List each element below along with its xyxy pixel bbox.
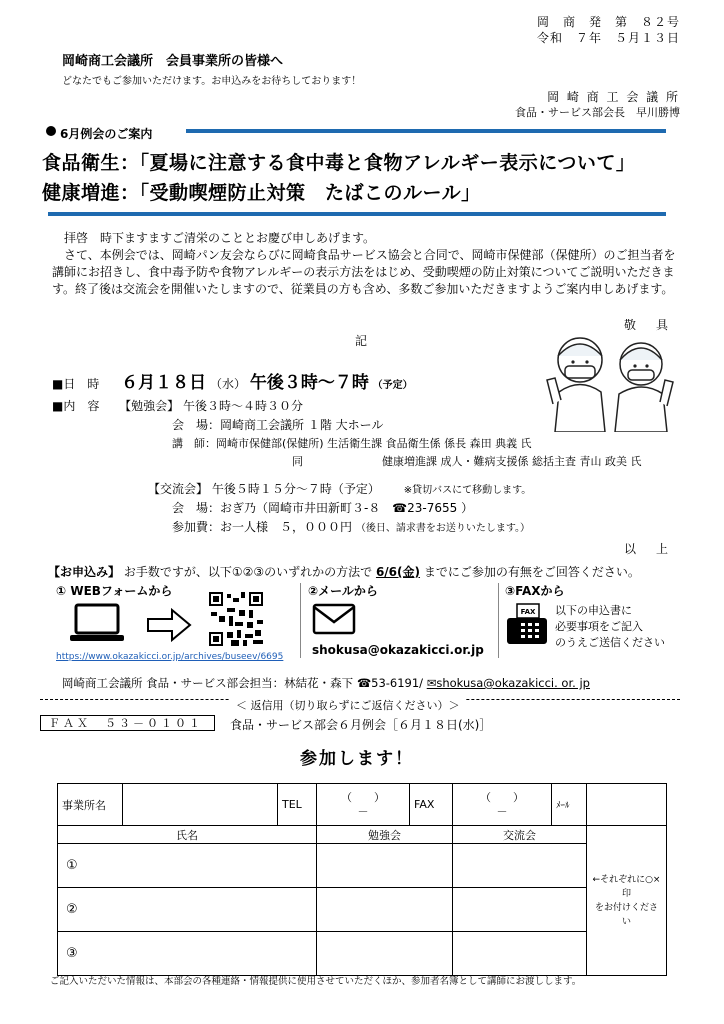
apply-instructions: [48, 563, 640, 580]
sender-org: 岡 崎 商 工 会 議 所: [547, 90, 680, 104]
end-mark: 以 上: [623, 542, 672, 556]
fax-paren: （ ）: [480, 790, 524, 804]
contact-line: [62, 675, 590, 691]
fee-note: （後日、請求書をお送りいたします。）: [355, 523, 531, 534]
privacy-note: ご記入いただいた情報は、本部会の各種連絡・情報提供に使用させていただくほか、参加者名簿として講師にお渡しします。: [50, 976, 582, 987]
apply-text2: までにご参加の有無をご回答ください。: [423, 565, 640, 579]
study-time: 午後３時～４時３０分: [183, 399, 304, 413]
time-note: （予定）: [372, 380, 413, 391]
study-label: 【勉強会】: [119, 399, 180, 413]
social-time: 午後５時１５分～７時（予定）: [211, 482, 380, 496]
fax-machine-icon: [505, 602, 549, 646]
headline-food: 食品衛生：「夏場に注意する食中毒と食物アレルギー表示について」: [42, 152, 636, 174]
business-field[interactable]: [123, 784, 278, 826]
banner-bullet: [46, 126, 56, 136]
attendee-3[interactable]: ③: [58, 932, 317, 976]
addressee-title: 岡崎商工会議所 会員事業所の皆様へ: [62, 54, 284, 69]
reference-date: 令和 ７年 ５月１３日: [536, 31, 680, 45]
closing: 敬 具: [623, 318, 672, 332]
body-text: [52, 230, 680, 298]
web-title: ① WEBフォームから: [56, 584, 173, 598]
apply-text: お手数ですが、以下①②③のいずれかの方法で: [123, 565, 373, 579]
social-1[interactable]: [453, 844, 587, 888]
fax-note-line: 以下の申込書に: [555, 604, 632, 617]
mark-note-line: ←それぞれに○×印: [592, 874, 661, 899]
lecturer-2: 健康増進課 成人・難病支援係 総括主査 青山 政美 氏: [382, 455, 642, 468]
social-3[interactable]: [453, 932, 587, 976]
attendee-1[interactable]: ①: [58, 844, 317, 888]
web-form-link[interactable]: https://www.okazakicci.or.jp/archives/buseev/6695: [56, 652, 284, 662]
date-label: ■日 時: [52, 377, 100, 391]
qr-code-icon[interactable]: [207, 590, 265, 648]
mail-field[interactable]: [587, 784, 667, 826]
mark-note: [587, 826, 667, 976]
content-label: ■内 容: [52, 399, 100, 413]
contact-email[interactable]: ✉shokusa@okazakicci. or. jp: [426, 676, 590, 690]
social-row: [148, 480, 531, 497]
banner-label: 6月例会のご案内: [60, 127, 153, 141]
envelope-icon: [312, 603, 356, 635]
fax-number-box: ＦＡＸ ５３－０１０１: [40, 715, 215, 731]
fax-dash: －: [496, 804, 508, 818]
col-name: 氏名: [58, 826, 317, 844]
food-workers-illustration: [545, 322, 675, 432]
reference-number: [537, 14, 680, 46]
social-label: 【交流会】: [148, 482, 209, 496]
tel-label: TEL: [278, 784, 317, 826]
contact-phone: ☎53-6191/: [356, 676, 424, 690]
introduction: さて、本例会では、岡崎パン友会ならびに岡崎食品サービス協会と合同で、岡崎市保健部（保健所）のご担当者を講師にお招きし、食中毒予防や食物アレルギーの表示方法をはじめ、受動喫煙の防止対策についてご説明いただきます。終了後は交流会を開催いたしますので、従業員の方も含め、多数ご参加いただきますようご案内申しあげます。: [52, 248, 676, 296]
mail-title: ②メールから: [308, 584, 378, 598]
mail-label: ﾒｰﾙ: [552, 784, 587, 826]
addressee-subtitle: どなたでもご参加いただけます。お申込みをお待ちしております！: [62, 76, 362, 87]
study-3[interactable]: [317, 932, 453, 976]
greeting: 拝啓 時下ますますご清栄のこととお慶び申しあげます。: [52, 231, 376, 245]
divider: [300, 583, 301, 658]
social-note: ※貸切バスにて移動します。: [403, 485, 532, 496]
fax-note-line: 必要事項をご記入: [555, 620, 643, 633]
col-social: 交流会: [453, 826, 587, 844]
reference-line: 岡 商 発 第 ８２号: [536, 15, 680, 29]
lecturer-1: 講 師：岡崎市保健部(保健所) 生活衛生課 食品衛生係 係長 森田 典義 氏: [172, 437, 532, 450]
social-2[interactable]: [453, 888, 587, 932]
apply-deadline: 6/6(金): [375, 565, 421, 579]
tel-field[interactable]: [317, 784, 410, 826]
fax-instructions: [555, 603, 665, 651]
study-venue: 会 場：岡崎商工会議所 １階 大ホール: [172, 418, 384, 432]
social-phone: ☎23-7655 ）: [392, 501, 474, 515]
fee-row: [172, 518, 530, 535]
lecturer-2-prefix: 同: [292, 455, 303, 468]
fax-note-line: のうえご送信ください: [555, 636, 665, 649]
business-label: 事業所名: [58, 784, 123, 826]
return-event: 食品・サービス部会６月例会［６月１８日(水)］: [230, 718, 492, 732]
fax-field[interactable]: [453, 784, 552, 826]
time-value: 午後３時～７時: [249, 373, 369, 393]
date-row: [52, 368, 413, 393]
ki-mark: 記: [355, 334, 368, 348]
study-2[interactable]: [317, 888, 453, 932]
headline-rule: [48, 212, 666, 216]
contact-text: 岡崎商工会議所 食品・サービス部会担当：林結花・森下: [62, 676, 354, 690]
apply-label: 【お申込み】: [48, 565, 121, 579]
col-study: 勉強会: [317, 826, 453, 844]
return-label: ＜ 返信用（切り取らずにご返信ください）＞: [230, 697, 466, 713]
headline-health: 健康増進：「受動喫煙防止対策 たばこのルール」: [42, 182, 481, 204]
fee-label: 参加費：お一人様 ５，０００円: [172, 520, 353, 534]
attend-title: 参加します！: [300, 749, 414, 769]
registration-form: [57, 783, 667, 976]
tel-paren: （ ）: [341, 790, 385, 804]
laptop-icon: [68, 603, 126, 645]
fax-label: FAX: [410, 784, 453, 826]
banner-rule: [186, 129, 666, 133]
social-venue: 会 場：おぎ乃（岡崎市井田新町３-８: [172, 501, 381, 515]
social-venue-row: [172, 499, 473, 516]
svg-text:FAX: FAX: [520, 608, 536, 616]
attendee-2[interactable]: ②: [58, 888, 317, 932]
date-value: ６月１８日: [121, 373, 207, 393]
tel-dash: －: [357, 804, 369, 818]
fax-title: ③FAXから: [505, 584, 565, 598]
divider: [498, 583, 499, 658]
mail-address[interactable]: shokusa@okazakicci.or.jp: [312, 643, 484, 657]
date-dow: （水）: [210, 377, 247, 391]
arrow-right-icon: [146, 608, 192, 642]
content-row: [52, 397, 303, 414]
mark-note-line: をお付けください: [594, 902, 658, 927]
study-1[interactable]: [317, 844, 453, 888]
sender-role: 食品・サービス部会長 早川勝博: [515, 106, 680, 119]
